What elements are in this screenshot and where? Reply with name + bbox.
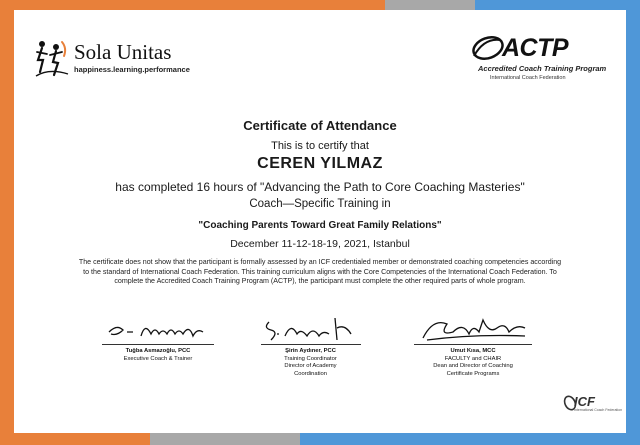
frame-top-blue xyxy=(475,0,640,10)
signature-1-scribble xyxy=(103,318,213,344)
signature-1-line xyxy=(102,344,214,345)
icf-subtitle: International Coach Federation xyxy=(574,408,623,412)
signature-3-line xyxy=(414,344,532,345)
recipient-name: CEREN YILMAZ xyxy=(257,155,383,172)
frame-right xyxy=(626,0,640,445)
sola-unitas-logo xyxy=(34,38,194,80)
frame-top-orange xyxy=(0,0,385,10)
actp-wordmark: ACTP xyxy=(502,34,569,62)
icf-logo xyxy=(562,394,623,420)
signature-3-role-3: Certificate Programs xyxy=(446,370,500,377)
date-location: December 11-12-18-19, 2021, Istanbul xyxy=(230,238,410,250)
signature-1-role-1: Executive Coach & Trainer xyxy=(123,355,193,362)
signature-3-scribble xyxy=(413,314,533,344)
signature-2-line xyxy=(261,344,361,345)
signature-1-name: Tuğba Asmazoğlu, PCC xyxy=(125,348,191,354)
certify-text: This is to certify that xyxy=(271,140,369,152)
frame-left xyxy=(0,0,14,445)
frame-bottom-blue xyxy=(300,433,640,445)
signature-2-role-1: Training Coordinator xyxy=(284,355,337,362)
certificate-title: Certificate of Attendance xyxy=(243,118,397,133)
signature-2-role-2: Director of Academy xyxy=(284,363,337,369)
actp-swoosh-icon xyxy=(468,34,504,64)
training-line: Coach—Specific Training in xyxy=(249,198,391,210)
program-title: "Coaching Parents Toward Great Family Relations" xyxy=(198,220,442,231)
signature-2-scribble xyxy=(261,314,361,344)
signature-3-role-2: Dean and Director of Coaching xyxy=(433,363,513,369)
completion-line: has completed 16 hours of "Advancing the Path to Core Coaching Masteries" xyxy=(115,180,525,194)
frame-bottom-gray xyxy=(150,433,300,445)
icf-wordmark: ICF xyxy=(574,394,595,409)
sola-unitas-figures-icon xyxy=(34,38,72,80)
signature-block-3 xyxy=(408,314,538,378)
frame-top-gray xyxy=(385,0,475,10)
signature-block-1 xyxy=(98,318,218,363)
signature-3-role-1: FACULTY and CHAIR xyxy=(444,355,502,362)
sola-unitas-tagline: happiness.learning.performance xyxy=(74,65,190,74)
actp-subtitle: Accredited Coach Training Program xyxy=(478,64,607,73)
disclaimer-note: The certificate does not show that the participant is formally assessed by an ICF credentialed member or demonstrated coaching competencies according to the standard of International Coach Federation. This training curriculum aligns with the Core Competencies of the International Coach Federation. To complete the Accredited Coach Training Program (ACTP), the participant must complete the other required parts of whole program. xyxy=(78,258,562,286)
actp-logo xyxy=(468,34,608,84)
frame-bottom-orange xyxy=(0,433,150,445)
signature-block-2 xyxy=(253,314,368,378)
signature-2-role-3: Coordination xyxy=(294,370,327,377)
signature-2-name: Şirin Aydıner, PCC xyxy=(285,348,336,354)
signature-3-name: Umut Kısa, MCC xyxy=(450,348,496,354)
sola-unitas-name: Sola Unitas xyxy=(74,40,172,64)
actp-org: International Coach Federation xyxy=(490,75,566,81)
